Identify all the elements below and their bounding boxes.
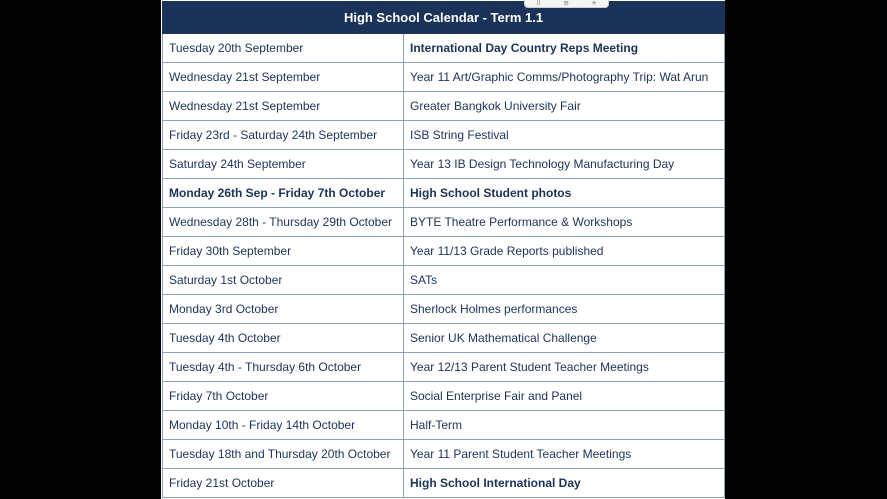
drag-handle-icon[interactable]: ⠿ <box>536 0 542 7</box>
table-row <box>163 324 725 353</box>
calendar-header-row <box>163 2 725 34</box>
event-name: Year 13 IB Design Technology Manufacturing Day <box>404 150 725 179</box>
table-toolbar[interactable] <box>524 0 609 8</box>
table-row <box>163 92 725 121</box>
event-name: Year 11 Art/Graphic Comms/Photography Trip: Wat Arun <box>404 63 725 92</box>
event-name: BYTE Theatre Performance & Workshops <box>404 208 725 237</box>
calendar-body <box>163 34 725 498</box>
event-date: Tuesday 4th October <box>163 324 404 353</box>
event-name: International Day Country Reps Meeting <box>404 34 725 63</box>
event-date: Friday 7th October <box>163 382 404 411</box>
add-icon[interactable]: + <box>591 0 597 7</box>
event-name: Year 11/13 Grade Reports published <box>404 237 725 266</box>
event-date: Tuesday 4th - Thursday 6th October <box>163 353 404 382</box>
table-row <box>163 295 725 324</box>
event-date: Saturday 1st October <box>163 266 404 295</box>
table-row <box>163 469 725 498</box>
calendar-frame <box>161 0 725 499</box>
table-row <box>163 266 725 295</box>
event-date: Friday 30th September <box>163 237 404 266</box>
event-name: Social Enterprise Fair and Panel <box>404 382 725 411</box>
event-name: Half-Term <box>404 411 725 440</box>
table-row <box>163 237 725 266</box>
table-row <box>163 411 725 440</box>
event-date: Monday 10th - Friday 14th October <box>163 411 404 440</box>
table-row <box>163 121 725 150</box>
event-date: Saturday 24th September <box>163 150 404 179</box>
event-date: Wednesday 21st September <box>163 63 404 92</box>
event-name: Sherlock Holmes performances <box>404 295 725 324</box>
table-row <box>163 63 725 92</box>
event-date: Wednesday 21st September <box>163 92 404 121</box>
table-row <box>163 208 725 237</box>
event-date: Tuesday 20th September <box>163 34 404 63</box>
event-name: High School International Day <box>404 469 725 498</box>
event-date: Friday 23rd - Saturday 24th September <box>163 121 404 150</box>
event-date: Monday 3rd October <box>163 295 404 324</box>
table-row <box>163 179 725 208</box>
event-date: Tuesday 18th and Thursday 20th October <box>163 440 404 469</box>
event-name: Senior UK Mathematical Challenge <box>404 324 725 353</box>
table-row <box>163 150 725 179</box>
event-name: SATs <box>404 266 725 295</box>
calendar-title: High School Calendar - Term 1.1 <box>163 2 725 34</box>
event-date: Wednesday 28th - Thursday 29th October <box>163 208 404 237</box>
event-date: Friday 21st October <box>163 469 404 498</box>
event-name: High School Student photos <box>404 179 725 208</box>
event-date: Monday 26th Sep - Friday 7th October <box>163 179 404 208</box>
table-row <box>163 382 725 411</box>
table-row <box>163 34 725 63</box>
table-row <box>163 440 725 469</box>
event-name: ISB String Festival <box>404 121 725 150</box>
calendar-table <box>162 1 725 498</box>
table-row <box>163 353 725 382</box>
event-name: Greater Bangkok University Fair <box>404 92 725 121</box>
align-icon[interactable]: ≡ <box>563 0 570 7</box>
event-name: Year 12/13 Parent Student Teacher Meetings <box>404 353 725 382</box>
event-name: Year 11 Parent Student Teacher Meetings <box>404 440 725 469</box>
